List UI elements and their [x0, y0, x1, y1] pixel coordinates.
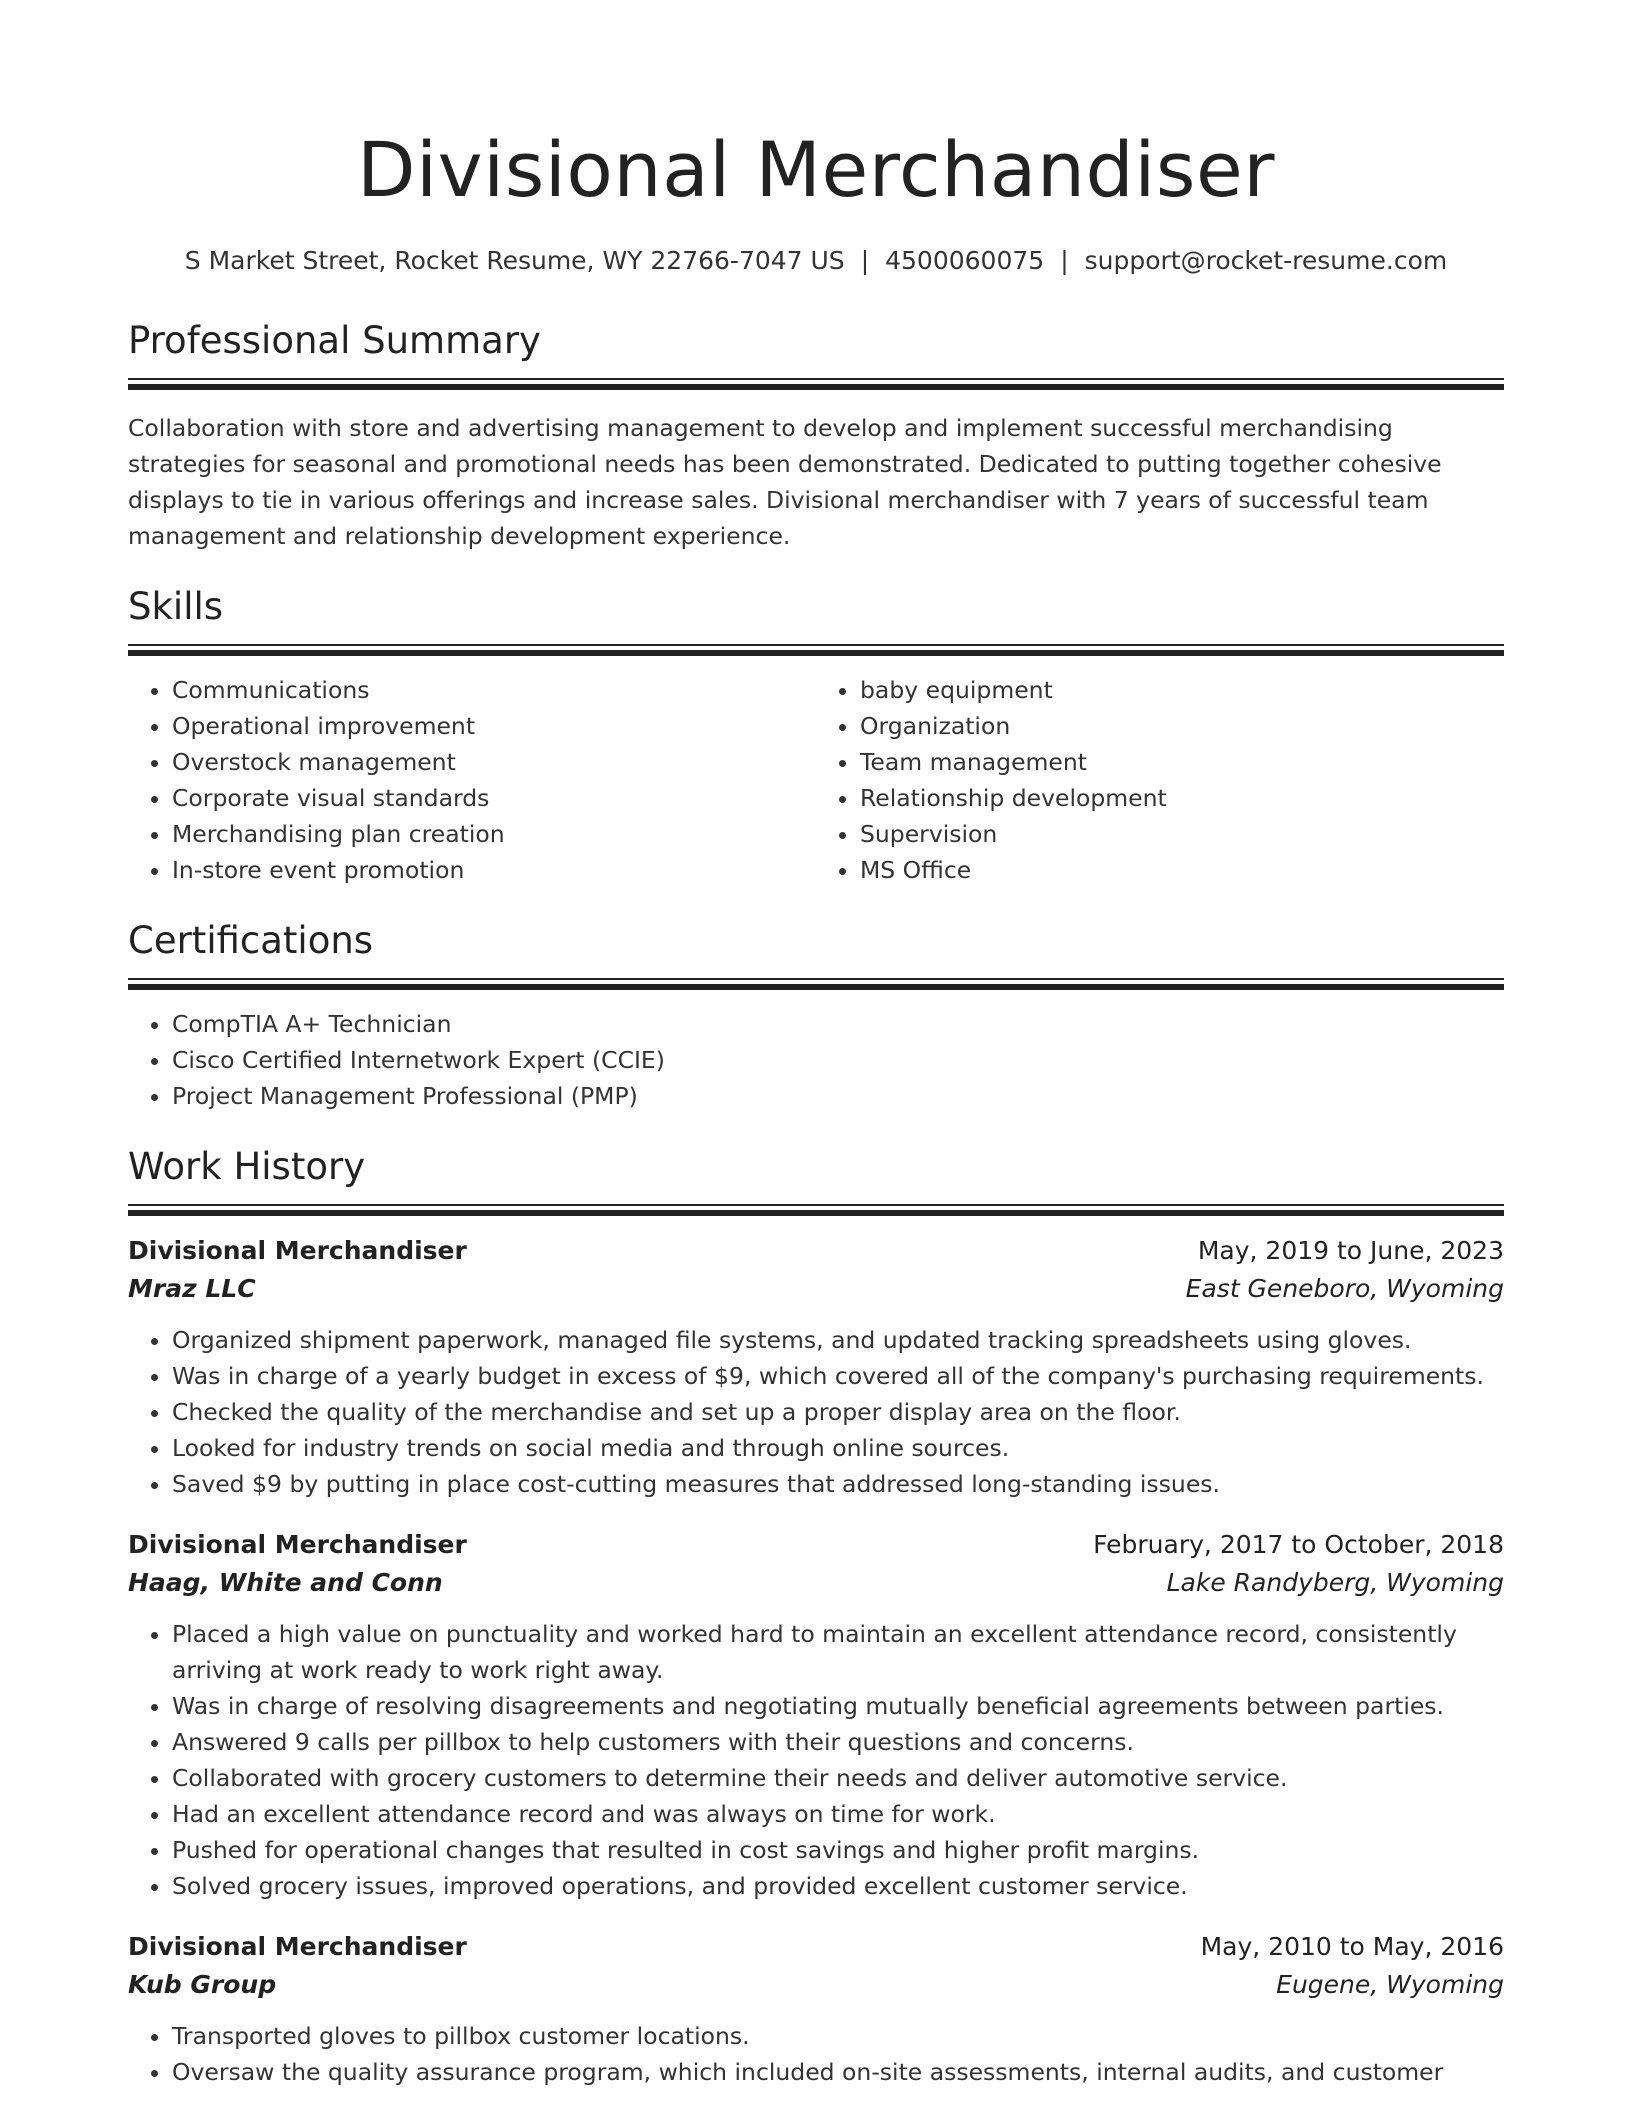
job-bullet: • Checked the quality of the merchandise and set up a proper display area on the floor.: [172, 1394, 1504, 1430]
skill-item: • Overstock management: [172, 744, 816, 780]
section-title-work-history: Work History: [128, 1145, 366, 1188]
section-divider: [128, 1204, 1504, 1216]
job-bullet: • Placed a high value on punctuality and worked hard to maintain an excellent attendance record, consistently arriving at work ready to work right away.: [172, 1616, 1504, 1688]
job-location: East Geneboro, Wyoming: [1185, 1274, 1504, 1303]
job-bullet: • Looked for industry trends on social media and through online sources.: [172, 1430, 1504, 1466]
certification-item: • Cisco Certified Internetwork Expert (CCIE): [172, 1042, 1504, 1078]
contact-phone: 4500060075: [885, 246, 1045, 275]
skills-section: [128, 584, 1504, 888]
skills-list-left: [128, 672, 816, 888]
job-bullet: • Collaborated with grocery customers to determine their needs and deliver automotive service.: [172, 1760, 1504, 1796]
skills-list-right: [816, 672, 1504, 888]
skill-item: • baby equipment: [860, 672, 1504, 708]
contact-separator: |: [860, 246, 870, 275]
certifications-section: [128, 918, 1504, 1114]
skill-item: • Relationship development: [860, 780, 1504, 816]
section-divider: [128, 644, 1504, 656]
job-header: [128, 1232, 1504, 1270]
job-bullet: • Transported gloves to pillbox customer locations.: [172, 2018, 1504, 2054]
work-history-section: [128, 1144, 1504, 2090]
job-entry: [128, 1526, 1504, 1904]
skill-item: • Operational improvement: [172, 708, 816, 744]
summary-text: Collaboration with store and advertising management to develop and implement successful merchandising strategies for seasonal and promotional needs has been demonstrated. Dedicated to putting together cohesive displays to tie in various offerings and increase sales. Divisional merchandiser with 7 years of successful team management and relationship development experience.: [128, 414, 1442, 550]
skills-columns: [128, 672, 1504, 888]
job-title: Divisional Merchandiser: [128, 1932, 467, 1961]
resume-name: Divisional Merchandiser: [356, 125, 1275, 214]
job-dates: May, 2019 to June, 2023: [1197, 1236, 1504, 1265]
job-bullet-list: [128, 1322, 1504, 1502]
job-bullet: • Answered 9 calls per pillbox to help customers with their questions and concerns.: [172, 1724, 1504, 1760]
job-bullet: • Pushed for operational changes that resulted in cost savings and higher profit margins.: [172, 1832, 1504, 1868]
job-bullet: • Had an excellent attendance record and was always on time for work.: [172, 1796, 1504, 1832]
job-location: Eugene, Wyoming: [1276, 1970, 1504, 1999]
contact-line: [128, 244, 1504, 278]
skill-item: • Communications: [172, 672, 816, 708]
skill-item: • Merchandising plan creation: [172, 816, 816, 852]
job-title: Divisional Merchandiser: [128, 1530, 467, 1559]
section-divider: [128, 378, 1504, 390]
section-title-certifications: Certifications: [128, 919, 374, 962]
job-company: Kub Group: [128, 1970, 277, 1999]
job-subheader: [128, 1966, 1504, 2004]
contact-email: support@rocket-resume.com: [1084, 246, 1448, 275]
job-dates: May, 2010 to May, 2016: [1200, 1932, 1504, 1961]
skill-item: • In-store event promotion: [172, 852, 816, 888]
summary-section: [128, 318, 1504, 554]
job-subheader: [128, 1270, 1504, 1308]
job-header: [128, 1928, 1504, 1966]
job-subheader: [128, 1564, 1504, 1602]
skill-item: • Supervision: [860, 816, 1504, 852]
section-divider: [128, 978, 1504, 990]
certifications-list: [128, 1006, 1504, 1114]
job-title: Divisional Merchandiser: [128, 1236, 467, 1265]
skill-item: • MS Office: [860, 852, 1504, 888]
job-entry: [128, 1232, 1504, 1502]
job-bullet: • Saved $9 by putting in place cost-cutting measures that addressed long-standing issues.: [172, 1466, 1504, 1502]
skill-item: • Organization: [860, 708, 1504, 744]
skill-item: • Corporate visual standards: [172, 780, 816, 816]
job-header: [128, 1526, 1504, 1564]
job-company: Mraz LLC: [128, 1274, 256, 1303]
job-bullet: • Was in charge of a yearly budget in excess of $9, which covered all of the company's purchasing requirements.: [172, 1358, 1504, 1394]
job-location: Lake Randyberg, Wyoming: [1166, 1568, 1504, 1597]
job-bullet: • Organized shipment paperwork, managed file systems, and updated tracking spreadsheets using gloves.: [172, 1322, 1504, 1358]
contact-address: S Market Street, Rocket Resume, WY 22766-7047 US: [184, 246, 845, 275]
job-bullet: • Oversaw the quality assurance program, which included on-site assessments, internal audits, and customer: [172, 2054, 1504, 2090]
contact-separator: |: [1060, 246, 1069, 275]
certification-item: • CompTIA A+ Technician: [172, 1006, 1504, 1042]
job-bullet-list: [128, 2018, 1504, 2090]
section-title-skills: Skills: [128, 585, 224, 628]
job-entry: [128, 1928, 1504, 2090]
job-bullet-list: [128, 1616, 1504, 1904]
job-dates: February, 2017 to October, 2018: [1093, 1530, 1504, 1559]
job-bullet: • Solved grocery issues, improved operations, and provided excellent customer service.: [172, 1868, 1504, 1904]
skill-item: • Team management: [860, 744, 1504, 780]
job-bullet: • Was in charge of resolving disagreements and negotiating mutually beneficial agreements between parties.: [172, 1688, 1504, 1724]
certification-item: • Project Management Professional (PMP): [172, 1078, 1504, 1114]
section-title-summary: Professional Summary: [128, 319, 541, 362]
job-company: Haag, White and Conn: [128, 1568, 443, 1597]
